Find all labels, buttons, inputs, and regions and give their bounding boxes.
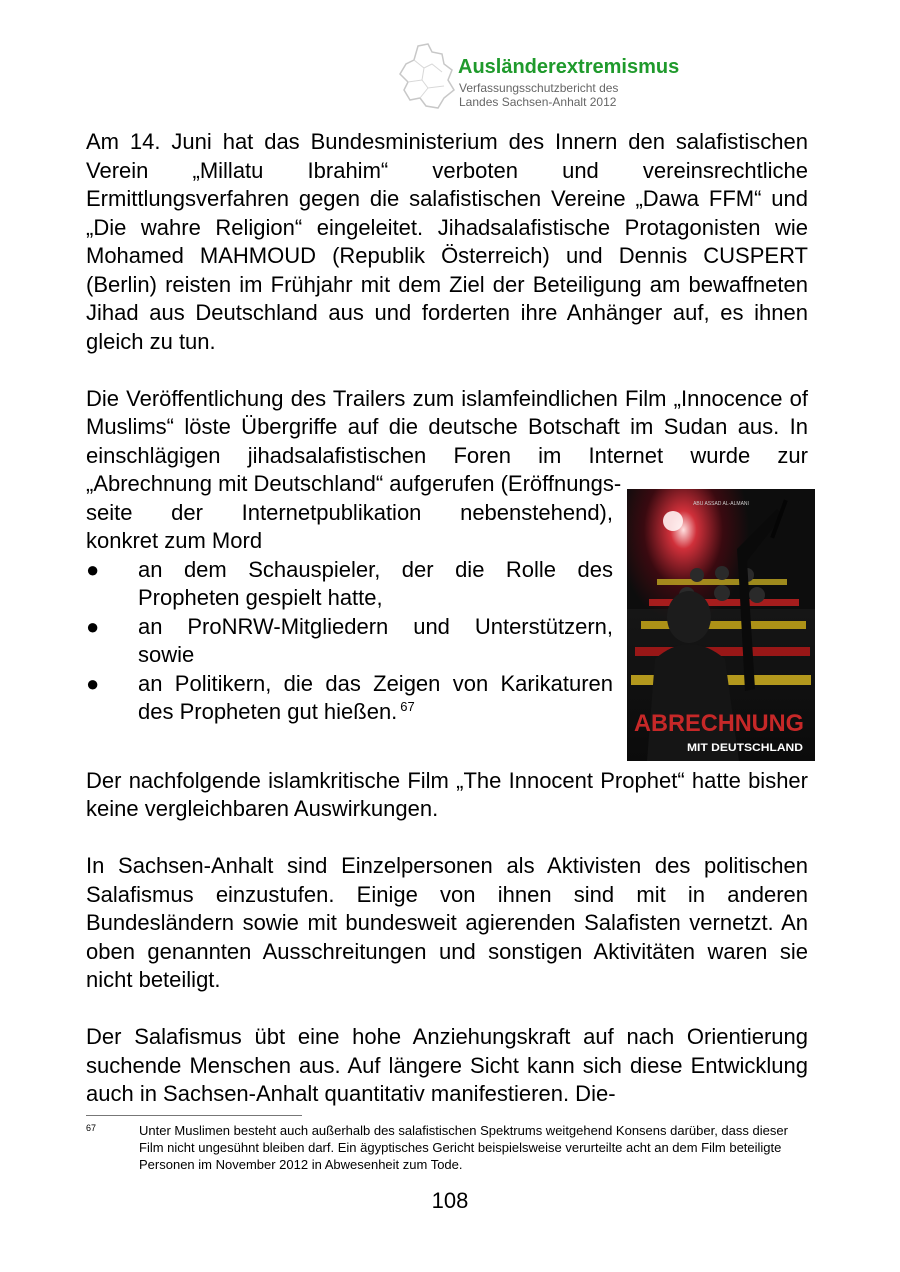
footnote-reference[interactable]: 67 (400, 698, 415, 714)
header-subtitle-line2: Landes Sachsen-Anhalt 2012 (459, 95, 617, 109)
paragraph-2-intro: Die Veröffentlichung des Trailers zum islamfeindlichen Film „Innocence of Muslims“ löste Übergriffe auf die deutsche Botschaft im Sudan aus. In einschlägigen jihadsalafistischen Foren im Internet wurde zur „Abrechnung mit Deutschland“ aufgerufen (Eröffnungs- (86, 385, 808, 496)
footnote-text: Unter Muslimen besteht auch außerhalb des salafistischen Spektrums weitgehend Konsens darüber, dass dieser Film nicht ungesühnt bleiben darf. Ein ägyptisches Gericht beispielsweise verurteilte acht an dem Film beteiligte Personen im November 2012 in Abwesenheit zum Tode. (139, 1123, 788, 1172)
list-item (86, 613, 613, 670)
footnote (86, 1122, 813, 1173)
bullet-icon: ● (86, 556, 100, 582)
poster-subtitle: MIT DEUTSCHLAND (687, 741, 804, 754)
bullet-text: an dem Schauspieler, der die Rolle des Propheten gespielt hatte, (138, 556, 613, 610)
paragraph-3: Der nachfolgende islamkritische Film „The Innocent Prophet“ hatte bisher keine vergleichbaren Auswirkungen. (86, 767, 808, 821)
list-item (86, 556, 613, 613)
footnote-divider (86, 1115, 302, 1116)
poster-top-text: ABU ASSAD AL-ALMANI (693, 500, 749, 507)
bullet-text: an Politikern, die das Zeigen von Karikaturen des Propheten gut hießen. (138, 670, 613, 724)
list-item (86, 670, 613, 727)
paragraph-2-with-image (86, 499, 808, 767)
bullet-text: an ProNRW-Mitgliedern und Unterstützern, sowie (138, 613, 613, 667)
paragraph-5: Der Salafismus übt eine hohe Anziehungskraft auf nach Orientierung suchende Menschen aus. Auf längere Sicht kann sich diese Entwicklung auch in Sachsen-Anhalt quantitativ manifestieren. Die- (86, 1024, 808, 1106)
poster-artwork (627, 489, 815, 761)
bullet-icon: ● (86, 670, 100, 696)
main-text (86, 128, 808, 1137)
paragraph-4: In Sachsen-Anhalt sind Einzelpersonen als Aktivisten des politischen Salafismus einzustufen. Einige von ihnen sind mit in anderen Bundesländern sowie mit bundesweit agierenden Salafisten vernetzt. An oben genannten Ausschreitungen und sonstigen Aktivitäten waren sie nicht beteiligt. (86, 853, 808, 992)
bullet-icon: ● (86, 613, 100, 639)
page-header (398, 42, 718, 112)
paragraph-2-line: seite der Internetpublikation nebenstehend), (86, 499, 613, 525)
footnote-number: 67 (86, 1123, 97, 1133)
paragraph-2-continued (86, 499, 613, 727)
header-subtitle-line1: Verfassungsschutzbericht des (459, 81, 619, 95)
saxony-anhalt-map-icon (398, 42, 456, 112)
paragraph-1: Am 14. Juni hat das Bundesministerium des Innern den salafistischen Verein „Millatu Ibrahim“ verboten und vereinsrechtliche Ermittlungsverfahren gegen die salafistischen Vereine „Dawa FFM“ und „Die wahre Religion“ eingeleitet. Jihadsalafistische Protagonisten wie Mohamed MAHMOUD (Republik Österreich) und Dennis CUSPERT (Berlin) reisten im Frühjahr mit dem Ziel der Beteiligung am bewaffneten Jihad aus Deutschland aus und forderten ihre Anhänger auf, es ihnen gleich zu tun. (86, 129, 808, 354)
page-number: 108 (431, 1188, 469, 1213)
bullet-list (86, 556, 613, 727)
poster-title: ABRECHNUNG (634, 709, 804, 737)
paragraph-2-line2: konkret zum Mord (86, 528, 263, 553)
header-title: Ausländerextremismus (458, 56, 680, 78)
poster-image (627, 489, 815, 761)
